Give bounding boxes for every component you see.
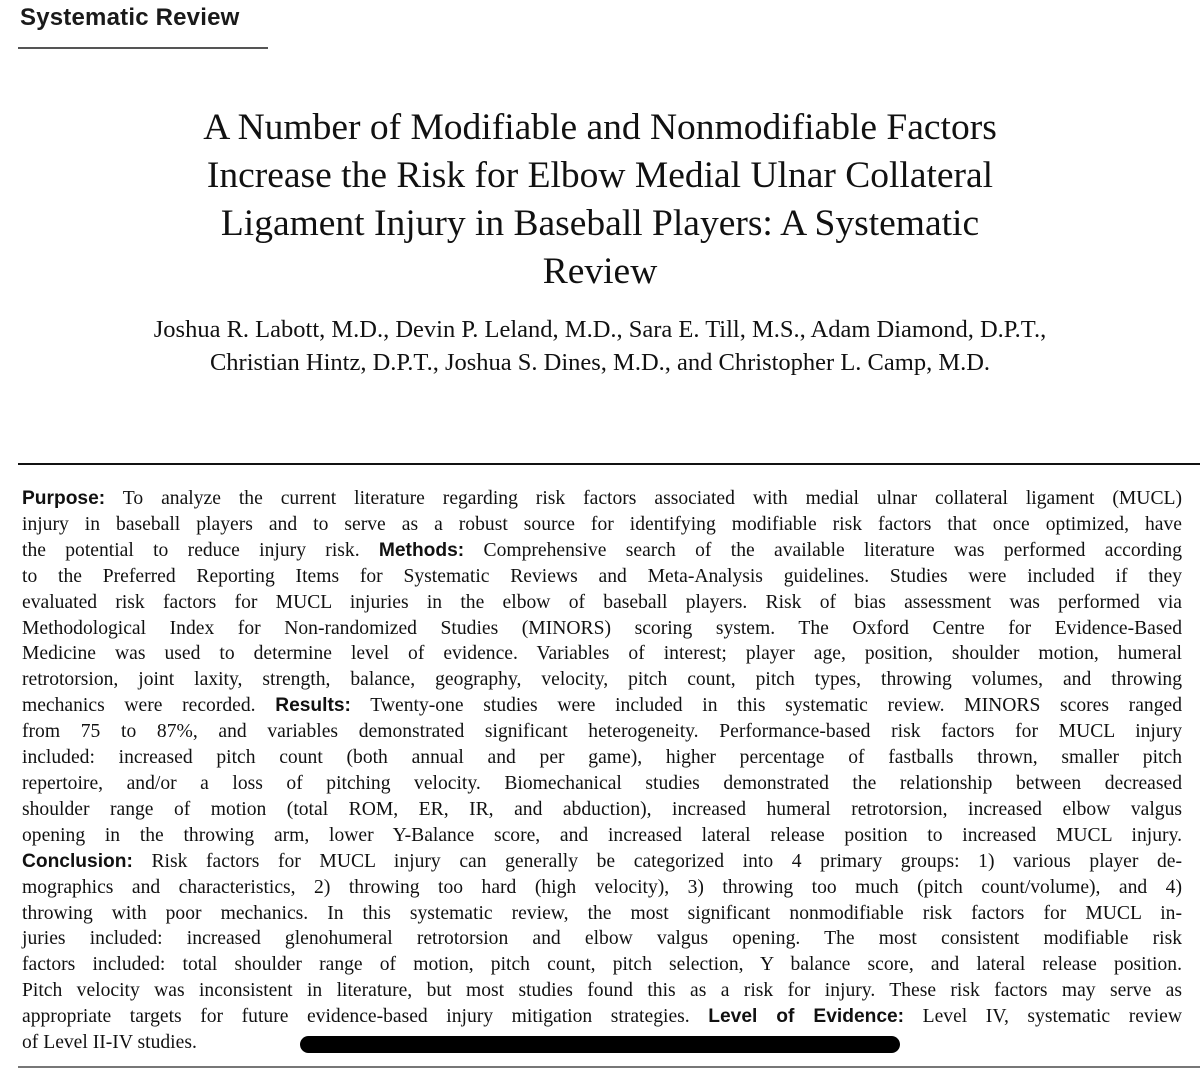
methods-label: Methods: <box>378 539 465 561</box>
author-line: Joshua R. Labott, M.D., Devin P. Leland, M.D., Sara E. Till, M.S., Adam Diamond, D.P.T., <box>153 316 1047 343</box>
abstract-line: factors included: total shoulder range of motion, pitch count, pitch selection, Y balance score, and lateral release position. <box>22 954 1182 976</box>
title-line: Increase the Risk for Elbow Medial Ulnar Collateral <box>206 155 994 196</box>
article-title <box>60 104 1140 296</box>
abstract-line <box>22 538 1182 564</box>
abstract-text: Level IV, systematic review <box>922 1006 1182 1028</box>
abstract-line: juries included: increased glenohumeral retrotorsion and elbow valgus opening. The most consistent modifiable risk <box>22 928 1182 950</box>
author-line: Christian Hintz, D.P.T., Joshua S. Dines, M.D., and Christopher L. Camp, M.D. <box>209 349 991 376</box>
purpose-label: Purpose: <box>22 488 106 509</box>
section-label: Systematic Review <box>20 4 240 31</box>
abstract-line: from 75 to 87%, and variables demonstrated significant heterogeneity. Performance-based risk factors for MUCL injury <box>22 721 1182 743</box>
abstract-line: Methodological Index for Non-randomized Studies (MINORS) scoring system. The Oxford Centre for Evidence-Based <box>22 617 1182 639</box>
title-line: A Number of Modifiable and Nonmodifiable Factors <box>203 107 997 148</box>
abstract-line: retrotorsion, joint laxity, strength, balance, geography, velocity, pitch count, pitch types, throwing volumes, and throwing <box>22 669 1182 691</box>
abstract-line: Medicine was used to determine level of evidence. Variables of interest; player age, position, shoulder motion, humeral <box>22 643 1182 665</box>
abstract-text: mechanics were recorded. <box>22 695 256 717</box>
conclusion-label: Conclusion: <box>22 850 133 872</box>
abstract-top-rule <box>18 463 1200 465</box>
title-line: Ligament Injury in Baseball Players: A Systematic <box>220 203 980 244</box>
abstract-line: of Level II-IV studies. <box>22 1032 197 1054</box>
section-label-underline <box>18 47 268 49</box>
author-list <box>30 313 1170 379</box>
abstract-line: repertoire, and/or a loss of pitching velocity. Biomechanical studies demonstrated the relationship between decreased <box>22 772 1182 794</box>
abstract-line <box>22 849 1182 875</box>
abstract-line: to the Preferred Reporting Items for Systematic Reviews and Meta-Analysis guidelines. Studies were included if they <box>22 565 1182 587</box>
abstract-line <box>22 1004 1182 1030</box>
abstract-text: Risk factors for MUCL injury can generally be categorized into 4 primary groups: 1) various player de- <box>151 850 1182 872</box>
abstract-line: opening in the throwing arm, lower Y-Balance score, and increased lateral release position to increased MUCL injury. <box>22 824 1182 846</box>
abstract-line: injury in baseball players and to serve as a robust source for identifying modifiable risk factors that once optimized, have <box>22 513 1182 535</box>
title-line: Review <box>542 251 658 292</box>
results-label: Results: <box>275 695 351 717</box>
abstract-line: throwing with poor mechanics. In this systematic review, the most significant nonmodifiable risk factors for MUCL in- <box>22 902 1182 924</box>
abstract-text: Twenty-one studies were included in this systematic review. MINORS scores ranged <box>370 695 1182 717</box>
abstract-line: shoulder range of motion (total ROM, ER, IR, and abduction), increased humeral retrotorsion, increased elbow valgus <box>22 798 1182 820</box>
abstract-text: appropriate targets for future evidence-based injury mitigation strategies. <box>22 1006 690 1028</box>
abstract-text: Comprehensive search of the available literature was performed according <box>483 539 1182 561</box>
abstract-text: the potential to reduce injury risk. <box>22 539 360 561</box>
level-of-evidence-label: Level of Evidence: <box>708 1006 905 1028</box>
abstract-line: evaluated risk factors for MUCL injuries in the elbow of baseball players. Risk of bias assessment was performed via <box>22 591 1182 613</box>
abstract-bottom-rule <box>18 1066 1200 1068</box>
abstract-text: To analyze the current literature regarding risk factors associated with medial ulnar collateral ligament (MUCL) <box>122 488 1183 509</box>
abstract <box>22 486 1182 1056</box>
abstract-line <box>22 693 1182 719</box>
abstract-line <box>22 486 1182 512</box>
abstract-line: Pitch velocity was inconsistent in literature, but most studies found this as a risk for injury. These risk factors may serve as <box>22 980 1182 1002</box>
abstract-line: mographics and characteristics, 2) throwing too hard (high velocity), 3) throwing too much (pitch count/volume), and 4) <box>22 876 1182 898</box>
home-indicator-bar[interactable] <box>300 1036 900 1053</box>
abstract-line: included: increased pitch count (both annual and per game), higher percentage of fastballs thrown, smaller pitch <box>22 747 1182 769</box>
